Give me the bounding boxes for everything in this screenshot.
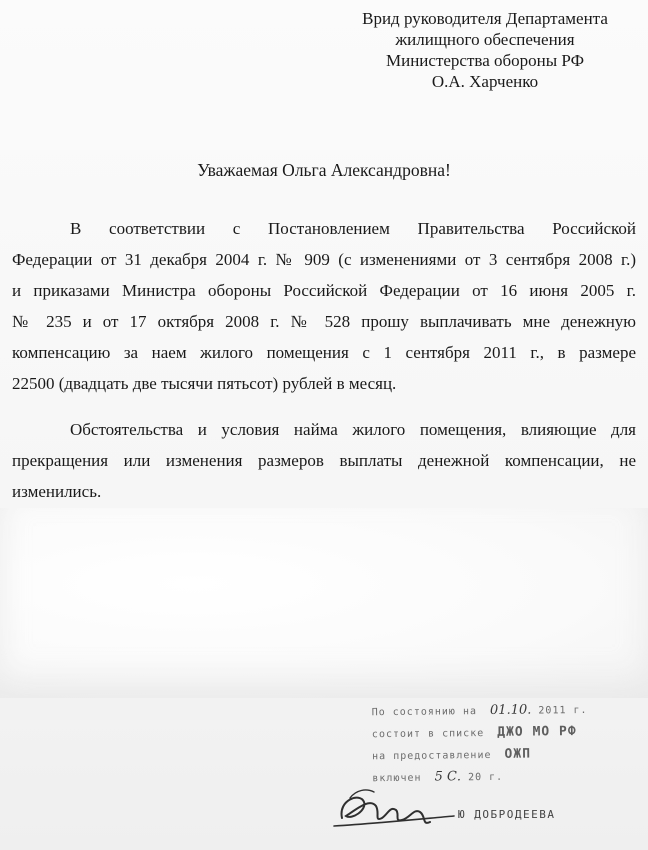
registration-stamp: [372, 699, 603, 789]
addressee-block: [330, 8, 640, 92]
stamp-label: на предоставление: [372, 749, 492, 763]
stamp-official-name: Ю ДОБРОДЕЕВА: [458, 808, 556, 821]
paragraph-line: В соответствии с Постановлением Правительства Российской: [70, 219, 636, 238]
stamp-year: 20 г.: [467, 771, 504, 784]
stamp-handwritten-date: 01.10.: [489, 702, 532, 718]
stamp-row-type: [372, 743, 602, 767]
paragraph-line: прекращения или изменения размеров выплаты денежной компенсации, не: [12, 451, 636, 470]
stamp-organization: ДЖО МО РФ: [497, 724, 577, 740]
paragraph-line: Федерации от 31 декабря 2004 г. № 909 (с изменениями от 3 сентября 2008 г.): [12, 250, 636, 269]
stamp-year: 2011 г.: [538, 704, 588, 717]
paragraph-line: 22500 (двадцать две тысячи пятьсот) рублей в месяц.: [12, 374, 397, 393]
greeting: Уважаемая Ольга Александровна!: [197, 160, 451, 180]
stamp-row-date: [372, 699, 602, 723]
stamp-row-list: [372, 721, 602, 745]
addressee-ministry: Министерства обороны РФ: [385, 51, 584, 70]
request-paragraph: [12, 213, 636, 399]
paragraph-line: Обстоятельства и условия найма жилого помещения, влияющие для: [70, 420, 636, 439]
paragraph-line: № 235 и от 17 октября 2008 г. № 528 прошу выплачивать мне денежную: [12, 312, 636, 331]
paragraph-line: компенсацию за наем жилого помещения с 1 сентября 2011 г., в размере: [12, 343, 636, 362]
stamp-housing-type: ОЖП: [504, 746, 532, 762]
addressee-position: Врид руководителя Департамента: [362, 9, 608, 28]
addressee-department: жилищного обеспечения: [395, 30, 575, 49]
redacted-area: [0, 508, 648, 698]
circumstances-paragraph: [12, 414, 636, 507]
addressee-name: О.А. Харченко: [431, 72, 539, 91]
stamp-label: включен: [372, 772, 422, 785]
paragraph-line: и приказами Министра обороны Российской Федерации от 16 июня 2005 г.: [12, 281, 636, 300]
paragraph-line: изменились.: [12, 482, 102, 501]
stamp-label: По состоянию на: [371, 706, 478, 719]
stamp-handwritten-included-date: 5 С.: [434, 769, 462, 785]
handwritten-signature: [330, 780, 460, 840]
stamp-label: состоит в списке: [371, 728, 485, 741]
